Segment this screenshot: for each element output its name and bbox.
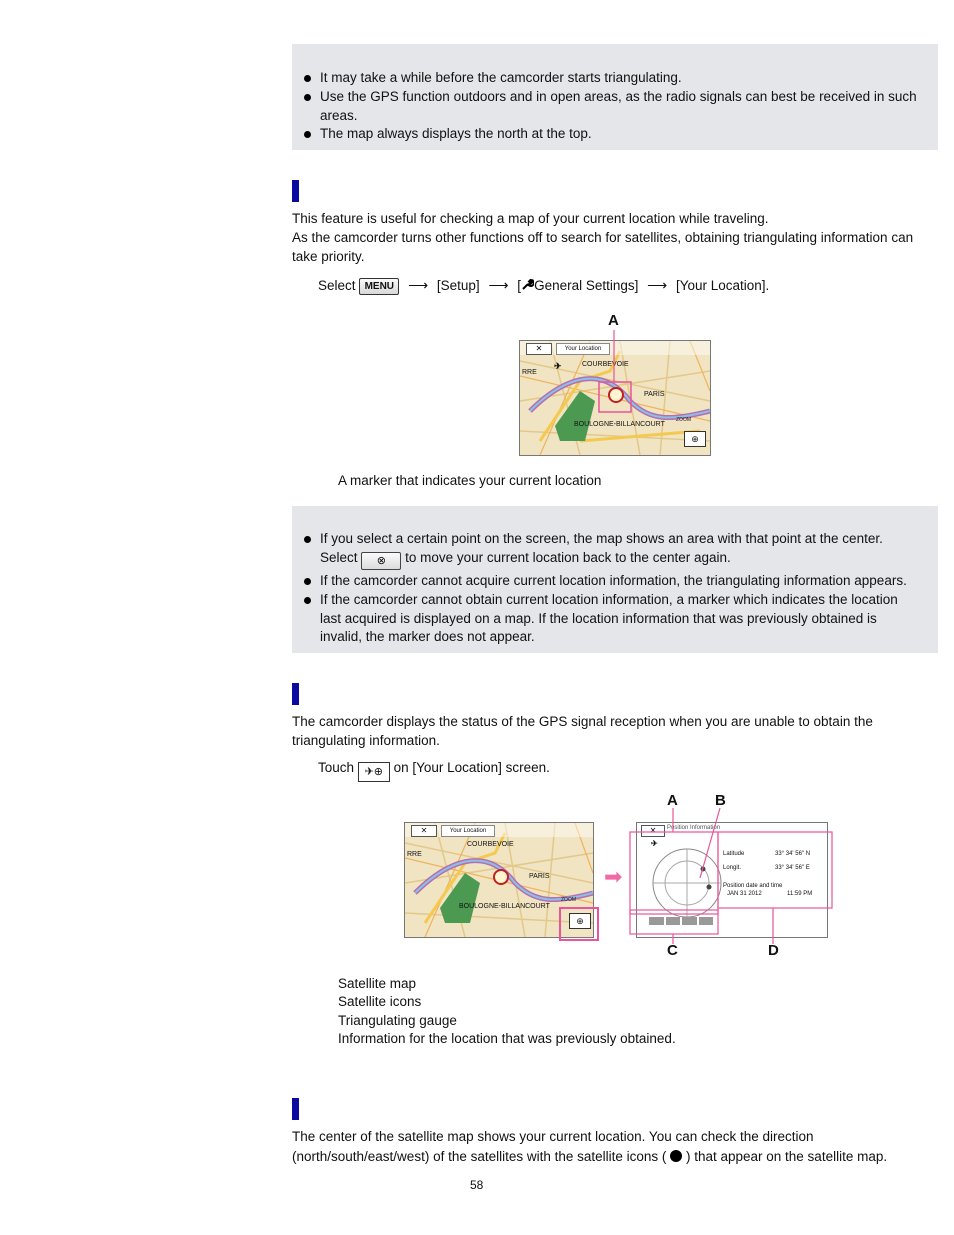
position-date-label: Position date and time	[723, 883, 783, 889]
touch-label: Touch	[318, 760, 355, 775]
gps-signal-icon: ✈	[554, 361, 562, 371]
section3-text-2	[292, 1148, 938, 1167]
callout-c: C	[667, 942, 678, 959]
place-label: RRE	[407, 851, 422, 858]
place-label: COURBEVOIE	[582, 361, 629, 368]
figure-your-location	[515, 312, 715, 460]
arrow-right-icon: ⟶	[408, 277, 429, 293]
section2-intro: The camcorder displays the status of the GPS signal reception when you are unable to obtain the triangulating information.	[292, 714, 873, 748]
figure2-caption-b: Satellite icons	[338, 994, 422, 1009]
info-title: Position Information	[667, 825, 721, 831]
gps-info-button[interactable]: ⊕	[569, 913, 591, 929]
figure2-caption-a: Satellite map	[338, 976, 417, 991]
figure1-caption: A marker that indicates your current location	[338, 473, 602, 488]
section1-intro-1: This feature is useful for checking a map of your current location while traveling.	[292, 211, 769, 226]
callout-line	[515, 312, 715, 460]
zoom-label: ZOOM	[676, 417, 691, 423]
longitude-value: 33° 34' 56" E	[775, 865, 810, 871]
figure2-caption-d: Information for the location that was previously obtained.	[338, 1031, 676, 1046]
place-label: PARIS	[529, 873, 550, 880]
general-settings-label: General Settings]	[534, 278, 639, 293]
select-label: Select	[318, 278, 356, 293]
zoom-label: ZOOM	[561, 897, 576, 903]
longitude-label: Longit.	[723, 865, 742, 871]
place-label: COURBEVOIE	[467, 841, 514, 848]
select-label: Select	[320, 549, 358, 565]
list-item-text: to move your current location back to the center again.	[405, 549, 731, 565]
satellite-signal-icon: ✈	[651, 839, 658, 848]
section-marker-1	[292, 180, 299, 202]
section1-intro-2: As the camcorder turns other functions off to search for satellites, obtaining triangulating information can take priority.	[292, 230, 914, 264]
gps-info-button[interactable]: ⊕	[684, 431, 706, 447]
close-button[interactable]: ✕	[641, 825, 665, 837]
list-item: Use the GPS function outdoors and in open areas, as the radio signals can best be received in such areas.	[320, 88, 920, 125]
arrow-right-icon: ⟶	[647, 277, 668, 293]
wrench-icon	[521, 278, 534, 291]
touch-rest: on [Your Location] screen.	[393, 760, 550, 775]
arrow-right-icon: ➡	[604, 864, 623, 889]
position-time-value: 11:59 PM	[787, 891, 813, 897]
list-item: The map always displays the north at the top.	[320, 125, 920, 144]
latitude-value: 33° 34' 56" N	[775, 851, 811, 857]
place-label: BOULOGNE-BILLANCOURT	[459, 903, 550, 910]
position-date-value: JAN 31 2012	[727, 891, 762, 897]
satellite-dot-icon	[670, 1150, 682, 1162]
close-button[interactable]: ✕	[526, 343, 552, 355]
callout-b: B	[715, 792, 726, 809]
setup-label: [Setup]	[436, 278, 480, 293]
section3-text-2b: ) that appear on the satellite map.	[685, 1149, 888, 1164]
callout-a: A	[667, 792, 678, 809]
list-item-text: If you select a certain point on the screen, the map shows an area with that point at the center.	[320, 531, 883, 546]
screen-title: Your Location	[556, 343, 610, 355]
place-label: PARIS	[644, 391, 665, 398]
gps-info-icon: ✈⊕	[358, 762, 390, 782]
list-item	[320, 530, 920, 570]
center-location-button: ⊗	[361, 552, 401, 570]
note-box-2	[292, 506, 938, 653]
figure2-caption-c: Triangulating gauge	[338, 1013, 457, 1028]
place-label: RRE	[522, 369, 537, 376]
general-open: [	[517, 278, 522, 293]
list-item: If the camcorder cannot acquire current location information, the triangulating information appears.	[320, 572, 920, 591]
note-box-1	[292, 44, 938, 150]
page-number: 58	[470, 1178, 484, 1192]
section-marker-2	[292, 683, 299, 705]
section-marker-3	[292, 1098, 299, 1120]
list-item: If the camcorder cannot obtain current location information, a marker which indicates the location last acquired is displayed on a map. If the location information that was previously obtained is invalid, the marker does not appear.	[320, 591, 920, 647]
section1-step	[318, 276, 769, 295]
close-button[interactable]: ✕	[411, 825, 437, 837]
callout-a: A	[608, 312, 619, 329]
callout-d: D	[768, 942, 779, 959]
section3-text-2a: (north/south/east/west) of the satellites with the satellite icons (	[292, 1149, 667, 1164]
callout-lines	[400, 790, 840, 962]
figure-position-information	[400, 790, 840, 962]
latitude-label: Latitude	[723, 851, 745, 857]
screen-title: Your Location	[441, 825, 495, 837]
menu-button: MENU	[359, 278, 399, 295]
list-item: It may take a while before the camcorder starts triangulating.	[320, 69, 920, 88]
section3-text-1: The center of the satellite map shows your current location. You can check the direction	[292, 1129, 814, 1144]
arrow-right-icon: ⟶	[488, 277, 509, 293]
place-label: BOULOGNE-BILLANCOURT	[574, 421, 665, 428]
your-location-label: [Your Location].	[675, 278, 770, 293]
section2-step	[318, 759, 550, 782]
